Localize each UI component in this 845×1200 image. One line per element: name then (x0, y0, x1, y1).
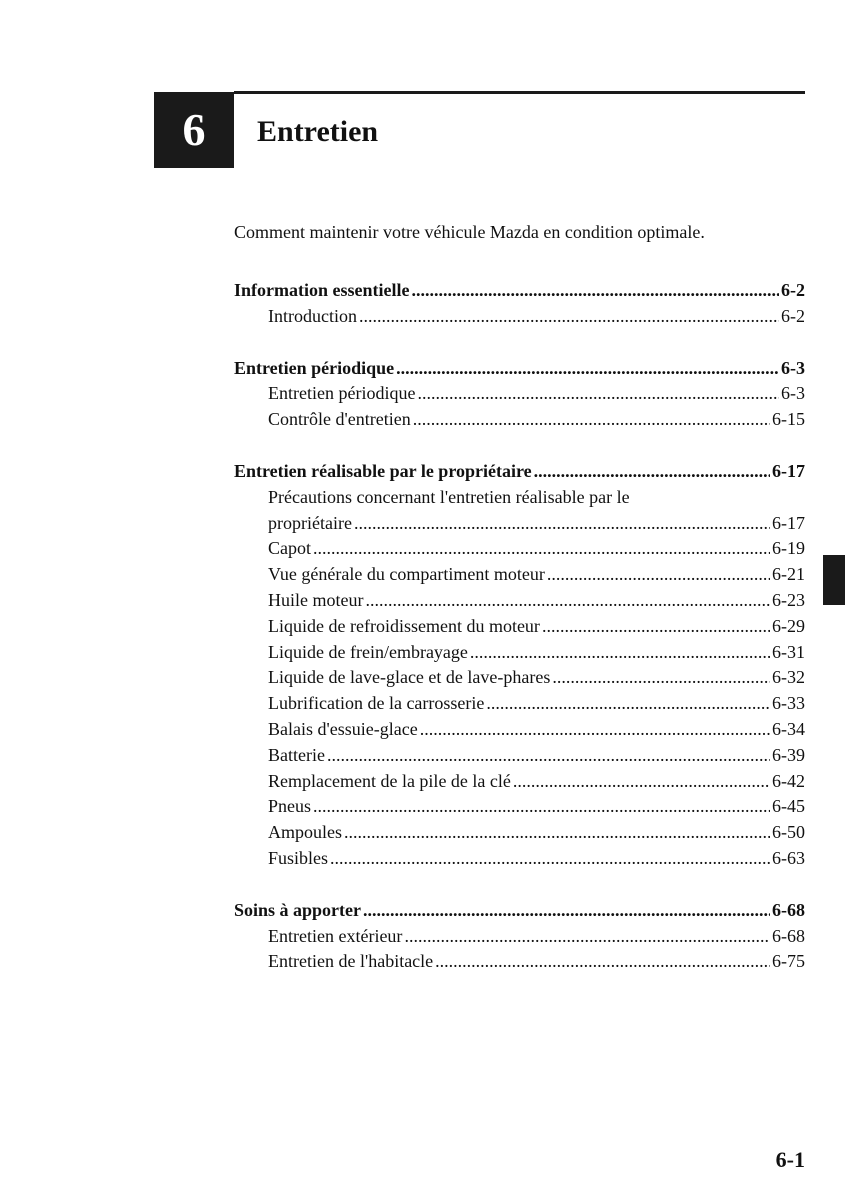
toc-section (234, 356, 805, 433)
toc-section-heading[interactable] (234, 459, 805, 485)
toc-leader-dots (404, 924, 770, 950)
toc-entry[interactable] (234, 846, 805, 872)
chapter-side-tab (823, 555, 845, 605)
toc-leader-dots (417, 381, 779, 407)
toc-entry-page: 6-63 (772, 847, 805, 868)
toc-section (234, 898, 805, 975)
toc-leader-dots (486, 691, 770, 717)
toc-leader-dots (552, 665, 770, 691)
toc-entry[interactable] (234, 665, 805, 691)
toc-entry-label: Contrôle d'entretien (268, 409, 411, 430)
toc-entry-page: 6-33 (772, 693, 805, 714)
toc-leader-dots (413, 407, 770, 433)
toc-section-heading[interactable] (234, 278, 805, 304)
chapter-number-box (154, 92, 234, 168)
toc-entry-label: Liquide de lave-glace et de lave-phares (268, 667, 551, 688)
toc-entry-page: 6-31 (772, 641, 805, 662)
toc-entry-label: Liquide de refroidissement du moteur (268, 615, 540, 636)
toc-entry-page: 6-39 (772, 744, 805, 765)
toc-entry-page: 6-29 (772, 615, 805, 636)
toc-entry-page: 6-21 (772, 564, 805, 585)
toc-entry-page: 6-23 (772, 589, 805, 610)
toc-entry-page: 6-32 (772, 667, 805, 688)
toc-leader-dots (313, 536, 770, 562)
toc-entry-label: Vue générale du compartiment moteur (268, 564, 545, 585)
toc-entry[interactable] (234, 640, 805, 666)
toc-entry-label-cont: propriétaire (268, 512, 352, 533)
toc-entry[interactable] (234, 820, 805, 846)
toc-entry-continuation[interactable] (234, 511, 805, 537)
toc-section-heading[interactable] (234, 356, 805, 382)
toc-leader-dots (547, 562, 770, 588)
toc-leader-dots (363, 898, 770, 924)
toc-section-page: 6-2 (781, 280, 805, 300)
toc-entry-page: 6-42 (772, 770, 805, 791)
toc-section-page: 6-68 (772, 899, 805, 920)
toc-leader-dots (420, 717, 770, 743)
toc-entry[interactable] (234, 588, 805, 614)
toc-entry[interactable] (234, 304, 805, 330)
toc-entry[interactable] (234, 769, 805, 795)
toc-leader-dots (513, 769, 770, 795)
toc-leader-dots (411, 278, 779, 304)
toc-entry[interactable] (234, 691, 805, 717)
toc-entry-label: Entretien de l'habitacle (268, 951, 434, 972)
toc-section-page: 6-17 (772, 460, 805, 481)
toc-section-page: 6-3 (781, 357, 805, 378)
table-of-contents (234, 278, 805, 1001)
toc-entry-label: Entretien extérieur (268, 925, 403, 946)
toc-entry-label: Remplacement de la pile de la clé (268, 770, 511, 791)
toc-leader-dots (354, 511, 770, 537)
toc-leader-dots (542, 614, 770, 640)
toc-entry-label: Introduction (268, 305, 357, 326)
chapter-number: 6 (182, 104, 206, 155)
toc-entry-page: 6-19 (772, 538, 805, 559)
toc-section (234, 278, 805, 330)
toc-leader-dots (330, 846, 770, 872)
toc-section-title: Soins à apporter (234, 899, 362, 920)
toc-leader-dots (359, 304, 779, 330)
toc-entry-page: 6-75 (772, 951, 805, 972)
toc-leader-dots (435, 949, 770, 975)
toc-entry[interactable] (234, 381, 805, 407)
toc-entry[interactable] (234, 743, 805, 769)
toc-leader-dots (313, 794, 770, 820)
toc-entry-label: Entretien périodique (268, 383, 416, 404)
toc-entry[interactable] (234, 924, 805, 950)
chapter-subtitle: Comment maintenir votre véhicule Mazda en condition optimale. (234, 222, 705, 242)
toc-entry[interactable] (234, 614, 805, 640)
toc-entry[interactable] (234, 562, 805, 588)
toc-entry-page: 6-45 (772, 796, 805, 817)
toc-entry[interactable] (234, 949, 805, 975)
toc-section-heading[interactable] (234, 898, 805, 924)
toc-section-title: Information essentielle (234, 280, 410, 300)
toc-entry[interactable] (234, 717, 805, 743)
toc-entry-label: Liquide de frein/embrayage (268, 641, 468, 662)
toc-entry-label: Capot (268, 538, 311, 559)
toc-leader-dots (534, 459, 770, 485)
toc-entry-label: Lubrification de la carrosserie (268, 693, 485, 714)
toc-entry-label: Balais d'essuie-glace (268, 718, 418, 739)
toc-leader-dots (396, 356, 779, 382)
toc-section (234, 459, 805, 872)
toc-entry-label: Batterie (268, 744, 325, 765)
toc-entry-page: 6-3 (781, 383, 805, 404)
page-number: 6-1 (775, 1147, 805, 1172)
toc-entry-page: 6-50 (772, 822, 805, 843)
toc-leader-dots (344, 820, 770, 846)
toc-entry-page: 6-68 (772, 925, 805, 946)
toc-leader-dots (470, 640, 770, 666)
toc-leader-dots (327, 743, 770, 769)
toc-entry[interactable] (234, 485, 805, 511)
toc-entry-label: Fusibles (268, 847, 329, 868)
toc-entry-label: Précautions concernant l'entretien réalisable par le (268, 486, 630, 507)
toc-entry-page: 6-17 (772, 512, 805, 533)
toc-entry-label: Pneus (268, 796, 312, 817)
toc-entry-page: 6-2 (781, 305, 805, 326)
toc-entry[interactable] (234, 794, 805, 820)
toc-entry-page: 6-34 (772, 718, 805, 739)
top-rule (234, 91, 805, 94)
toc-entry[interactable] (234, 407, 805, 433)
chapter-title: Entretien (257, 115, 379, 148)
toc-entry-label: Huile moteur (268, 589, 364, 610)
toc-section-title: Entretien périodique (234, 357, 395, 378)
toc-entry[interactable] (234, 536, 805, 562)
toc-entry-label: Ampoules (268, 822, 342, 843)
toc-leader-dots (365, 588, 770, 614)
toc-entry-page: 6-15 (772, 409, 805, 430)
toc-section-title: Entretien réalisable par le propriétaire (234, 460, 532, 481)
